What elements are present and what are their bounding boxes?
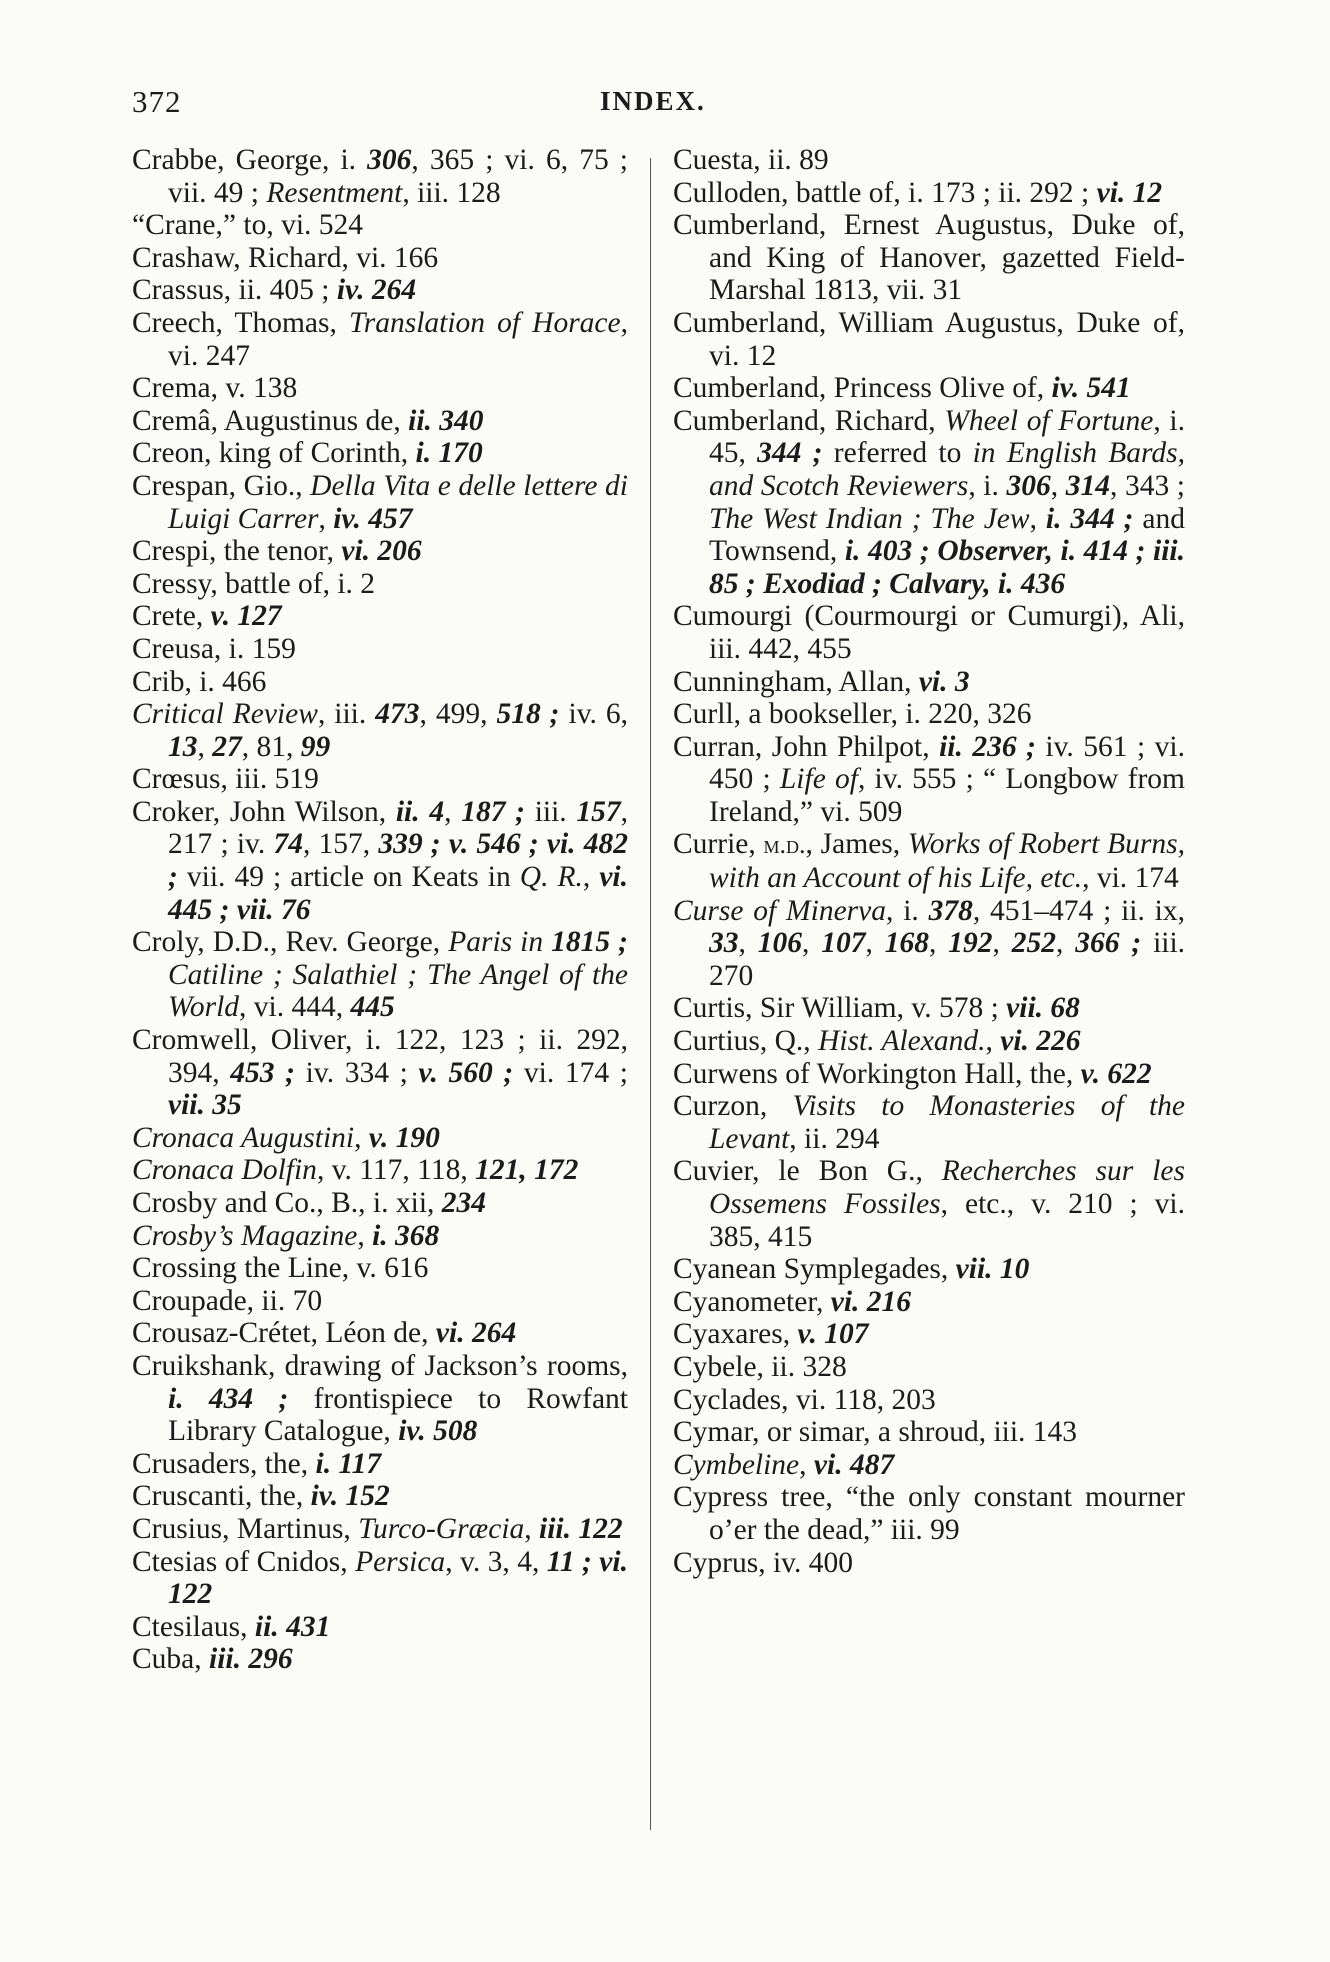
index-entry-text: Della Vita e delle lettere di Luigi Carrer — [168, 469, 628, 535]
index-entry-text: , — [524, 1512, 540, 1545]
index-entry — [132, 470, 628, 535]
index-entry-text: Crousaz-Crétet, Léon de, — [132, 1317, 436, 1350]
index-entry-text: 99 — [300, 730, 331, 763]
index-entry-text: vi. 445 ; vii. 76 — [168, 861, 629, 926]
index-entry-text: iv. 561 ; vi. 450 ; — [709, 730, 1185, 796]
index-entry-text: iii. 296 — [209, 1643, 293, 1676]
index-entry-text: 168 — [884, 927, 929, 960]
index-entry-text: Cumberland, William Augustus, Duke of, vi. 12 — [673, 306, 1185, 372]
index-entry — [673, 1547, 1185, 1580]
index-entry-text: Crassus, ii. 405 ; — [132, 274, 337, 307]
index-entry-text: Resentment — [266, 176, 403, 209]
index-entry — [132, 633, 628, 666]
index-entry — [673, 144, 1185, 177]
page-title: INDEX. — [600, 86, 706, 116]
index-entry-text: , — [444, 795, 462, 828]
index-entry-text: i. 368 — [372, 1219, 440, 1252]
index-entry-text: and Townsend, — [709, 502, 1186, 568]
index-entry-text: Visits to Monasteries of the Levant — [709, 1090, 1186, 1155]
index-entry-text: , etc., v. 210 ; vi. 385, 415 — [709, 1188, 1185, 1253]
index-entry-text: Cronaca Dolfin — [132, 1154, 317, 1187]
index-entry-text: Recherches sur les Ossemens Fossiles — [709, 1155, 1185, 1220]
index-entry — [132, 1611, 628, 1644]
index-entry-text: Crete, — [132, 600, 211, 633]
index-entry-text: ii. 340 — [408, 404, 484, 437]
index-entry-text: , iv. 555 ; “ Longbow from Ireland,” vi. 509 — [709, 763, 1185, 828]
index-entry-text: vii. 35 — [168, 1089, 242, 1122]
index-entry-text: Curran, John Philpot, — [673, 730, 940, 763]
index-entry-text: 107 — [821, 927, 866, 960]
index-entry-text: Hist. Alexand. — [818, 1025, 986, 1058]
index-entry-text: , — [985, 1025, 1001, 1058]
index-entry — [132, 1187, 628, 1220]
index-entry-text: Cypress tree, “the only constant mourner o’er the dead,” iii. 99 — [673, 1481, 1185, 1546]
index-entry — [673, 1416, 1185, 1449]
index-entry-text: Curzon, — [673, 1090, 793, 1123]
index-entry-text: Crusius, Martinus, — [132, 1512, 359, 1545]
index-entry-text: Crespan, Gio., — [132, 469, 311, 502]
index-entry-text: , — [929, 927, 949, 960]
index-entry-text: Cuba, — [132, 1643, 210, 1676]
index-entry-text: ii. 4 — [395, 795, 445, 828]
index-entry — [673, 1351, 1185, 1384]
index-entry-text: Creusa, i. 159 — [132, 632, 296, 665]
index-entry — [673, 1058, 1185, 1091]
index-entry — [673, 698, 1185, 731]
index-entry-text: vi. 206 — [341, 535, 422, 568]
index-entry-text: Culloden, battle of, i. 173 ; ii. 292 ; — [673, 176, 1097, 209]
index-entry-text: Ctesias of Cnidos, — [132, 1545, 356, 1578]
index-entry — [132, 1448, 628, 1481]
index-entry — [673, 1253, 1185, 1286]
index-entry-text: , 499, — [419, 698, 497, 731]
index-entry-text: , 217 ; iv. — [168, 795, 628, 861]
index-entry-text: Cressy, battle of, i. 2 — [132, 567, 376, 600]
index-entry-text: 187 ; — [461, 795, 525, 828]
index-entry — [132, 405, 628, 438]
index-entry-text: 106 — [757, 927, 802, 960]
index-entry-text: iii. 122 — [539, 1512, 623, 1545]
index-entry-text: vi. 216 — [830, 1285, 912, 1318]
index-entry-text: ii. 431 — [254, 1610, 331, 1643]
index-entry — [132, 1513, 628, 1546]
index-entry-text: , vi. 174 — [1082, 862, 1179, 895]
index-entry-text: Cuvier, le Bon G., — [673, 1155, 942, 1188]
index-entry-text: Creon, king of Corinth, — [132, 437, 416, 470]
index-entry-text: Crosby and Co., B., i. xii, — [132, 1187, 442, 1219]
index-entry-text: , i. — [886, 894, 929, 927]
index-entry-text: 33 — [709, 927, 739, 960]
index-entry — [132, 600, 628, 633]
index-entry-text: Works of Robert Burns, with an Account of his Life, etc. — [709, 828, 1185, 895]
index-entry-text: 306 — [367, 144, 412, 176]
index-entry-text: v. 107 — [797, 1318, 869, 1351]
index-entry-text: , — [738, 927, 758, 960]
index-entry-text: i. 117 — [315, 1447, 382, 1480]
index-entry-text: , iii. 128 — [402, 176, 501, 209]
index-entry — [673, 828, 1185, 894]
index-entry-text: , — [1029, 502, 1046, 535]
index-entry-text: 27 — [212, 730, 242, 763]
index-entry-text: referred to — [822, 437, 973, 470]
index-entry-text: Paris in — [448, 926, 552, 959]
index-entry-text: 445 — [350, 991, 395, 1024]
index-entry-text: i. 170 — [415, 437, 483, 470]
index-entry-text: , vi. 247 — [168, 306, 628, 372]
index-entry-text: 234 — [441, 1187, 487, 1219]
index-entry-text: iv. 508 — [398, 1415, 478, 1448]
index-entry-text: frontispiece to Rowfant Library Catalogue, — [168, 1382, 628, 1448]
index-entry — [673, 1384, 1185, 1417]
index-entry-text: iv. 541 — [1051, 372, 1131, 405]
index-entry-text: Croupade, ii. 70 — [132, 1284, 323, 1317]
index-entry-text: 518 ; — [496, 698, 560, 731]
index-entry — [673, 731, 1185, 829]
index-entry — [673, 1318, 1185, 1351]
index-entry — [673, 372, 1185, 405]
index-entry-text: Cymar, or simar, a shroud, iii. 143 — [673, 1416, 1078, 1449]
index-entry-text: Cuesta, ii. 89 — [673, 144, 829, 176]
index-entry-text: Croly, D.D., Rev. George, — [132, 926, 449, 959]
index-entry-text: iv. 264 — [336, 274, 417, 307]
index-entry-text: , 451–474 ; ii. ix, — [972, 894, 1185, 927]
index-entry — [132, 1350, 628, 1448]
index-entry-text: Crossing the Line, v. 616 — [132, 1252, 429, 1285]
index-entry-text: Crashaw, Richard, vi. 166 — [132, 241, 439, 274]
index-entry-text: Curll, a bookseller, i. 220, 326 — [673, 698, 1032, 731]
index-entry-text: , v. 3, 4, — [445, 1545, 547, 1578]
index-entry-text: , v. 117, 118, — [316, 1154, 476, 1187]
index-entry-text: , — [354, 1121, 369, 1154]
index-entry-text: 121, 172 — [475, 1154, 579, 1187]
index-entry — [132, 1024, 628, 1122]
index-column-right — [673, 144, 1185, 1579]
index-entry-text: vii. 10 — [955, 1253, 1030, 1286]
index-entry — [132, 698, 628, 763]
index-entry-text: Curtius, Q., — [673, 1025, 819, 1058]
index-entry-text: vii. 49 ; article on Keats in — [177, 861, 520, 894]
index-entry — [132, 796, 628, 926]
index-entry-text: Cumourgi (Courmourgi or Cumurgi), Ali, iii. 442, 455 — [673, 600, 1185, 665]
index-entry — [673, 895, 1185, 993]
index-entry-text: , — [318, 502, 334, 535]
index-entry — [132, 568, 628, 601]
index-entry-text: 453 ; — [230, 1056, 296, 1089]
index-entry-text: , — [582, 861, 600, 894]
index-entry-text: Catiline ; Salathiel ; The Angel of the World — [168, 958, 628, 1024]
index-entry — [132, 1546, 628, 1611]
index-entry-text: Cyclades, vi. 118, 203 — [673, 1383, 936, 1416]
index-entry-text: iii. — [524, 795, 577, 828]
index-entry-text: 252 — [1011, 927, 1056, 960]
index-entry-text: , — [799, 1448, 814, 1481]
index-entry-text: Cruikshank, drawing of Jackson’s rooms, — [132, 1349, 628, 1382]
index-entry-text: Ctesilaus, — [132, 1610, 255, 1643]
index-entry-text: Critical Review — [132, 698, 318, 731]
index-entry-text: Croker, John Wilson, — [132, 795, 396, 828]
index-entry-text: ii. 236 ; — [939, 730, 1036, 763]
index-entry — [132, 1480, 628, 1513]
index-entry-text: 157 — [576, 795, 621, 828]
index-entry — [132, 1220, 628, 1253]
index-entry-text: , — [992, 927, 1012, 960]
index-entry — [673, 405, 1185, 601]
index-entry-text: Persica — [355, 1545, 446, 1578]
index-entry — [132, 926, 628, 1024]
index-entry-text: Cyanometer, — [673, 1285, 831, 1318]
index-entry-text: iv. 6, — [559, 698, 629, 731]
index-entry-text: Cronaca Augustini — [132, 1121, 355, 1154]
index-entry-text: i. 344 ; — [1045, 502, 1134, 535]
index-entry-text: Crespi, the tenor, — [132, 535, 342, 568]
index-entry-text: 13 — [168, 730, 198, 763]
index-entry — [132, 144, 628, 209]
index-entry-text: Wheel of Fortune — [944, 404, 1154, 437]
index-entry-text: 1815 ; — [551, 926, 629, 959]
index-entry — [673, 1449, 1185, 1482]
index-entry-text: Crabbe, George, i. — [132, 144, 368, 176]
index-entry-text: iv. 152 — [310, 1480, 390, 1513]
index-entry-text: Translation of Horace — [348, 306, 621, 339]
index-column-left — [132, 144, 628, 1676]
index-entry — [132, 437, 628, 470]
index-entry-text: Cumberland, Princess Olive of, — [673, 372, 1052, 405]
index-entry-text: Curse of Minerva — [673, 894, 886, 927]
index-entry-text: , — [802, 927, 822, 960]
index-entry-text: Life of — [779, 763, 858, 796]
index-entry — [673, 307, 1185, 372]
index-entry-text: vi. 487 — [813, 1448, 895, 1481]
index-entry-text: Crœsus, iii. 519 — [132, 763, 319, 796]
index-entry-text: Crusaders, the, — [132, 1447, 316, 1480]
index-entry-text: vii. 68 — [1006, 992, 1080, 1025]
index-entry-text: vi. 226 — [1000, 1025, 1081, 1058]
index-entry-text: The West Indian ; The Jew — [709, 502, 1030, 535]
index-entry-text: , 81, — [241, 730, 301, 763]
index-entry — [673, 1286, 1185, 1319]
index-entry-text: Cymbeline — [673, 1448, 800, 1481]
index-entry-text: 306 — [1006, 469, 1051, 502]
index-entry-text: Cybele, ii. 328 — [673, 1350, 847, 1383]
index-entry-text: , ii. 294 — [789, 1122, 880, 1155]
index-entry-text: 74 — [273, 828, 303, 861]
index-entry-text: “Crane,” to, vi. 524 — [132, 209, 364, 242]
index-entry-text: , — [1050, 469, 1066, 502]
index-entry — [673, 666, 1185, 699]
index-entry-text: , — [197, 730, 213, 763]
index-entry — [673, 209, 1185, 307]
index-entry — [673, 1481, 1185, 1546]
index-entry-text: 473 — [375, 698, 420, 731]
index-entry-text: iii. 270 — [709, 927, 1186, 992]
index-entry-text: Creech, Thomas, — [132, 306, 349, 339]
index-entry-text: 378 — [928, 894, 973, 927]
index-entry — [132, 274, 628, 307]
index-entry-text: Cyanean Symplegades, — [673, 1253, 956, 1286]
index-entry — [132, 1252, 628, 1285]
index-entry-text: v. 127 — [210, 600, 282, 633]
index-entry-text: , — [357, 1219, 373, 1252]
index-entry-text: , vi. 444, — [239, 991, 351, 1024]
index-entry-text: Turco-Græcia — [358, 1512, 525, 1545]
index-entry-text: Crosby’s Magazine — [132, 1219, 358, 1252]
index-entry — [132, 1154, 628, 1187]
index-entry-text: vi. 264 — [435, 1317, 517, 1350]
index-entry-text: 314 — [1065, 469, 1110, 502]
column-divider — [650, 158, 651, 1830]
index-entry — [673, 1090, 1185, 1155]
index-entry-text: in English Bards, and Scotch Reviewers — [709, 437, 1186, 502]
index-entry-text: Cyaxares, — [673, 1318, 798, 1351]
index-entry-text: , i. 45, — [709, 404, 1185, 470]
index-entry — [673, 177, 1185, 210]
index-entry-text: iv. 334 ; — [295, 1056, 419, 1089]
index-entry — [132, 307, 628, 372]
index-entry-text: Q. R. — [519, 861, 583, 894]
index-entry-text: 11 ; vi. 122 — [168, 1545, 628, 1611]
index-entry-text: Cyprus, iv. 400 — [673, 1546, 854, 1579]
index-entry — [673, 600, 1185, 665]
index-entry — [673, 1025, 1185, 1058]
index-entry-text: Crema, v. 138 — [132, 372, 298, 405]
index-entry-text: , James, — [805, 828, 908, 861]
index-entry-text: , i. — [968, 469, 1007, 502]
index-entry-text: 344 ; — [757, 437, 823, 470]
index-entry-text: v. 622 — [1080, 1057, 1152, 1090]
page-number: 372 — [132, 84, 182, 119]
index-entry — [132, 372, 628, 405]
index-entry — [132, 209, 628, 242]
index-entry-text: Cumberland, Ernest Augustus, Duke of, and King of Hanover, gazetted Field-Marshal 1813, vii. 31 — [673, 209, 1185, 307]
index-entry-text: vi. 12 — [1096, 176, 1163, 209]
index-entry — [132, 1122, 628, 1155]
index-entry — [132, 1643, 628, 1676]
index-entry-text: 366 ; — [1075, 927, 1142, 960]
index-entry-text: , 157, — [302, 828, 379, 861]
index-entry — [132, 1317, 628, 1350]
index-entry-text: Crib, i. 466 — [132, 665, 267, 698]
index-entry-text: 192 — [948, 927, 993, 960]
index-entry-text: , 343 ; — [1109, 469, 1185, 502]
index-entry-text: Cruscanti, the, — [132, 1480, 311, 1513]
index-entry-text: Cumberland, Richard, — [673, 404, 945, 437]
index-entry — [132, 242, 628, 275]
index-entry-text: vi. 174 ; — [513, 1056, 628, 1089]
index-entry — [132, 763, 628, 796]
index-entry-text: m.d. — [763, 830, 806, 860]
index-entry-text: i. 434 ; — [168, 1382, 289, 1415]
index-entry-text: , — [1056, 927, 1076, 960]
index-entry-text: , — [865, 927, 885, 960]
index-entry-text: iv. 457 — [333, 502, 413, 535]
index-entry-text: v. 190 — [368, 1121, 440, 1154]
index-entry-text: Cunningham, Allan, — [673, 665, 919, 698]
index-entry — [132, 535, 628, 568]
index-entry-text: 339 ; v. 546 ; vi. 482 ; — [168, 828, 628, 894]
index-entry-text: Cromwell, Oliver, i. 122, 123 ; ii. 292, 394, — [132, 1024, 628, 1089]
index-entry-text: Curwens of Workington Hall, the, — [673, 1057, 1081, 1090]
index-entry-text: , 365 ; vi. 6, 75 ; vii. 49 ; — [168, 144, 628, 209]
index-entry-text: vi. 3 — [918, 665, 970, 698]
index-entry-text: , iii. — [317, 698, 376, 731]
index-entry-text: v. 560 ; — [418, 1056, 514, 1089]
index-entry-text: Cremâ, Augustinus de, — [132, 404, 409, 437]
index-entry-text: Currie, — [673, 828, 764, 861]
index-entry-text: Curtis, Sir William, v. 578 ; — [673, 992, 1007, 1025]
index-entry — [132, 666, 628, 699]
index-entry — [132, 1285, 628, 1318]
index-entry — [673, 1155, 1185, 1253]
index-entry — [673, 992, 1185, 1025]
index-entry-text: i. 403 ; Observer, i. 414 ; iii. 85 ; Exodiad ; Calvary, i. 436 — [709, 535, 1185, 600]
